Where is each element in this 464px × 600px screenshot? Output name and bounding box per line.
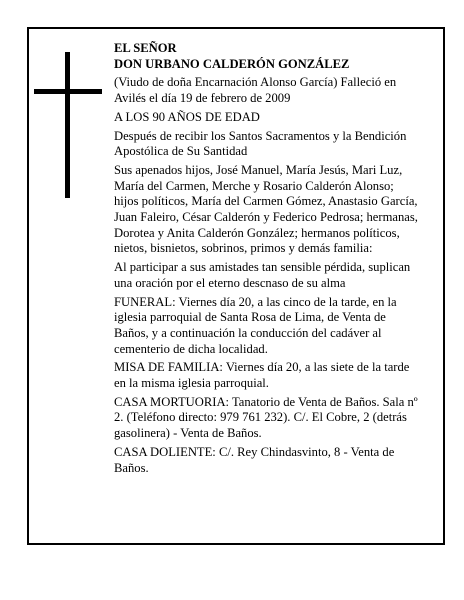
request-paragraph: Al participar a sus amistades tan sensible pérdida, suplican una oración por el eterno descnaso de su alma <box>114 260 411 290</box>
funeral-home-paragraph: CASA MORTUORIA: Tanatorio de Venta de Baños. Sala nº 2. (Teléfono directo: 979 761 232). C/. El Cobre, 2 (detrás gasolinera) - Venta de Baños. <box>114 394 418 441</box>
family-paragraph: Sus apenados hijos, José Manuel, María Jesús, Mari Luz, María del Carmen, Merche y Rosario Calderón Alonso; hijos políticos, María del Carmen Gómez, Anastasio García, Juan Faleiro, César Calderón y Federico Pedrosa; hermanas, Dorotea y Anita Calderón González; hermanos políticos, nietos, bisnietos, sobrinos, primos y demás familia: <box>114 162 418 256</box>
age-line: A LOS 90 AÑOS DE EDAD <box>114 109 260 124</box>
intro-paragraph: (Viudo de doña Encarnación Alonso García) Falleció en Avilés el día 19 de febrero de 2009 <box>114 75 397 106</box>
title-line: EL SEÑOR <box>114 41 177 55</box>
cross-horizontal-bar <box>34 89 102 94</box>
family-home-paragraph: CASA DOLIENTE: C/. Rey Chindasvinto, 8 - Venta de Baños. <box>114 444 395 475</box>
deceased-name: DON URBANO CALDERÓN GONZÁLEZ <box>114 56 350 71</box>
obituary-text <box>114 41 420 479</box>
sacraments-paragraph: Después de recibir los Santos Sacramentos y la Bendición Apostólica de Su Santidad <box>114 128 407 159</box>
funeral-paragraph: FUNERAL: Viernes día 20, a las cinco de la tarde, en la iglesia parroquial de Santa Rosa de Lima, de Venta de Baños, y a continuación la conducción del cadáver al cementerio de dicha localidad. <box>114 294 397 356</box>
cross-icon <box>34 52 102 198</box>
cross-vertical-bar <box>65 52 70 198</box>
mass-paragraph: MISA DE FAMILIA: Viernes día 20, a las siete de la tarde en la misma iglesia parroquial. <box>114 360 410 391</box>
